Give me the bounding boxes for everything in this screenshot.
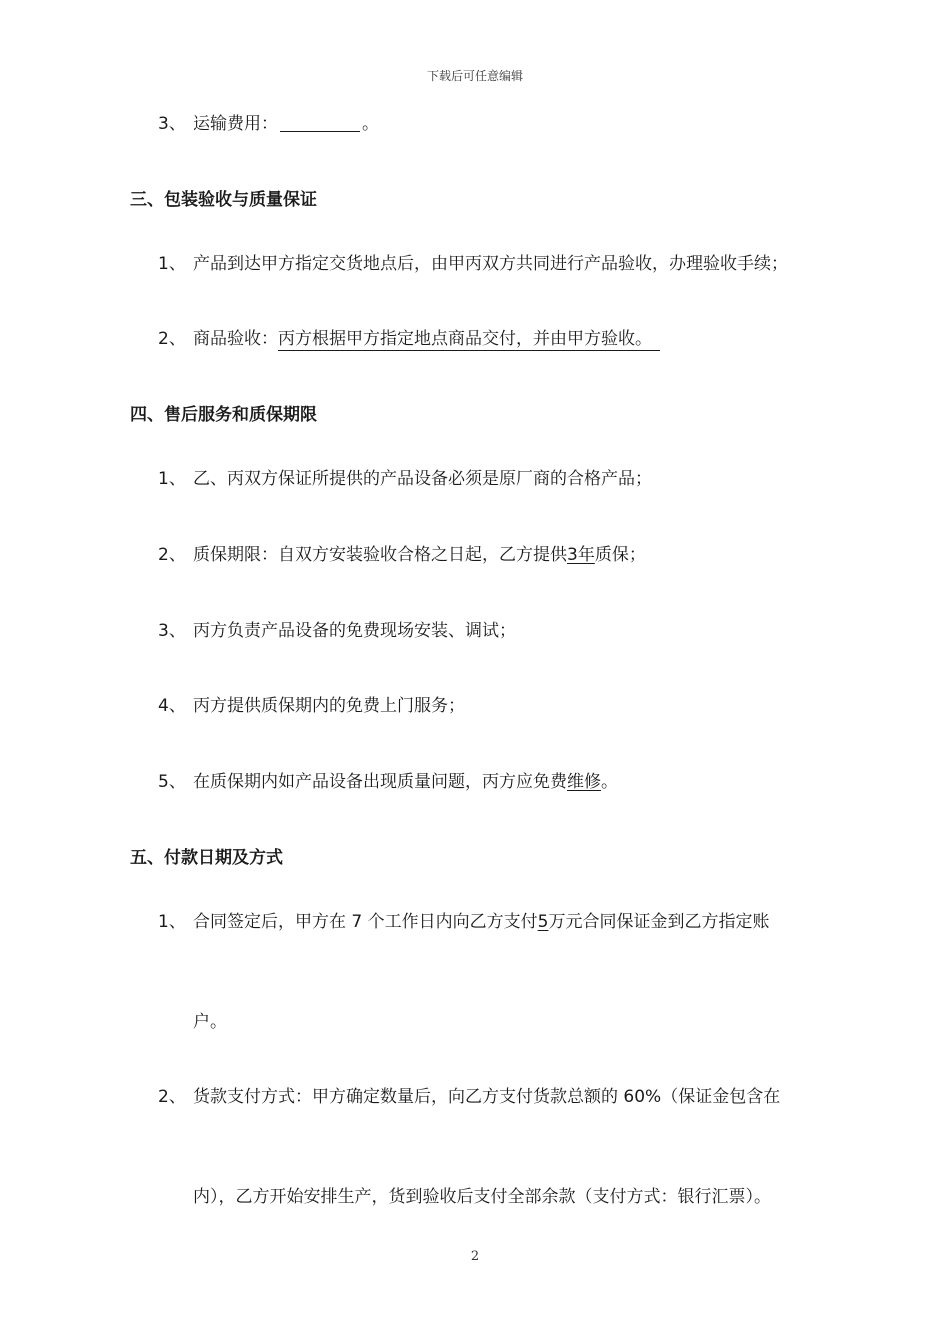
underlined-text: 丙方根据甲方指定地点商品交付，并由甲方验收。 [278,329,660,351]
item-text: 丙方提供质保期内的免费上门服务； [193,696,465,716]
list-item [158,910,769,934]
item-number: 2、 [158,545,186,565]
item-number: 5、 [158,772,186,792]
item-text: 质保期限：自双方安装验收合格之日起，乙方提供 [193,545,567,565]
continuation-text: 内），乙方开始安排生产，货到验收后支付全部余款（支付方式：银行汇票）。 [193,1187,771,1207]
underlined-text: 3年 [567,545,595,565]
item-text: 商品验收： [193,329,278,349]
list-item [158,543,646,567]
item-number: 1、 [158,254,186,274]
underlined-text: 5 [537,912,549,932]
page-header: 下载后可任意编辑 [426,69,523,83]
underlined-text: 维修 [567,772,601,792]
item-text: 丙方负责产品设备的免费现场安装、调试； [193,621,516,641]
section-heading-4: 四、售后服务和质保期限 [130,405,317,425]
item-number: 3、 [158,114,186,134]
section-heading-5: 五、付款日期及方式 [130,848,283,868]
item-number: 4、 [158,696,186,716]
item-text-end: 质保； [594,545,646,565]
item-text: 产品到达甲方指定交货地点后，由甲丙双方共同进行产品验收，办理验收手续； [193,254,788,274]
fill-blank [280,113,360,132]
list-item [158,619,516,643]
item-number: 1、 [158,469,186,489]
list-item [158,112,379,136]
item-text-end: 万元合同保证金到乙方指定账 [548,912,770,932]
item-text-end: 。 [362,114,379,134]
item-text: 在质保期内如产品设备出现质量问题，丙方应免费 [193,772,567,792]
list-item [158,1085,780,1109]
list-item [158,770,618,794]
list-item [158,252,788,276]
continuation-text: 户。 [193,1012,227,1032]
item-number: 3、 [158,621,186,641]
list-item [158,694,465,718]
item-number: 2、 [158,1087,186,1107]
item-text: 货款支付方式：甲方确定数量后，向乙方支付货款总额的 60%（保证金包含在 [193,1087,781,1107]
item-text: 乙、丙双方保证所提供的产品设备必须是原厂商的合格产品； [193,469,652,489]
item-text: 运输费用： [193,114,278,134]
item-text-end: 。 [601,772,618,792]
item-number: 1、 [158,912,186,932]
section-heading-3: 三、包装验收与质量保证 [130,190,317,210]
list-item [158,327,660,351]
page-number: 2 [470,1249,480,1264]
item-text: 合同签定后，甲方在 7 个工作日内向乙方支付 [193,912,538,932]
item-number: 2、 [158,329,186,349]
list-item [158,467,652,491]
